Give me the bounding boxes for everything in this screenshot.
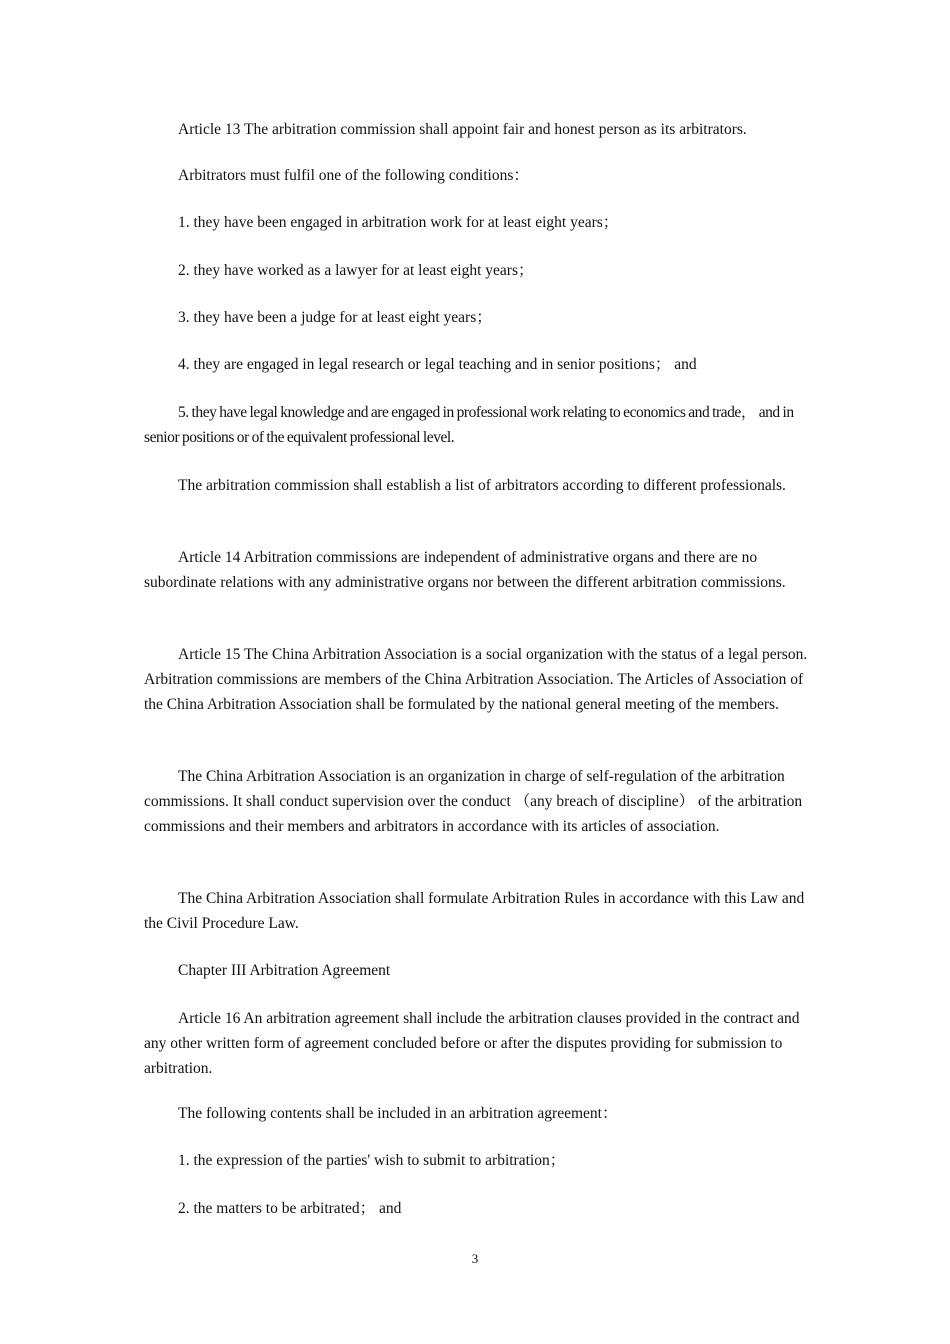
- chapter-heading: Chapter III Arbitration Agreement: [178, 962, 391, 979]
- article-13-paragraph: Article 13 The arbitration commission shall appoint fair and honest person as its arbitrators.: [178, 121, 747, 138]
- arbitration-rules-paragraph: The China Arbitration Association shall formulate Arbitration Rules in accordance with this Law and the Civil Procedure Law.: [144, 890, 805, 932]
- condition-2-item: 2. they have worked as a lawyer for at least eight years；: [178, 262, 534, 279]
- condition-1-item: 1. they have been engaged in arbitration work for at least eight years；: [178, 214, 619, 231]
- agreement-item-1: 1. the expression of the parties' wish to submit to arbitration；: [178, 1152, 566, 1169]
- conditions-intro-paragraph: Arbitrators must fulfil one of the following conditions：: [178, 167, 529, 184]
- agreement-contents-paragraph: The following contents shall be included in an arbitration agreement：: [178, 1105, 618, 1122]
- agreement-item-2: 2. the matters to be arbitrated； and: [178, 1200, 402, 1217]
- association-regulation-paragraph: The China Arbitration Association is an organization in charge of self-regulation of the arbitration commissions. It shall conduct supervision over the conduct （any breach of discipline） of the arbitration commissions and their members and arbitrators in accordance with its articles of association.: [144, 768, 803, 835]
- condition-4-item: 4. they are engaged in legal research or legal teaching and in senior positions； and: [178, 356, 697, 373]
- page-number: 3: [471, 1251, 479, 1266]
- condition-5-item: 5. they have legal knowledge and are engaged in professional work relating to economics and trade， and in senior positions or of the equivalent professional level.: [144, 404, 794, 446]
- condition-3-item: 3. they have been a judge for at least eight years；: [178, 309, 492, 326]
- article-14-paragraph: Article 14 Arbitration commissions are independent of administrative organs and there are no subordinate relations with any administrative organs nor between the different arbitration commissions.: [144, 549, 786, 591]
- article-15-paragraph: Article 15 The China Arbitration Association is a social organization with the status of a legal person. Arbitration commissions are members of the China Arbitration Association. The Articles of Association of the China Arbitration Association shall be formulated by the national general meeting of the members.: [144, 646, 808, 713]
- arbitrator-list-paragraph: The arbitration commission shall establish a list of arbitrators according to different professionals.: [178, 477, 786, 494]
- article-16-paragraph: Article 16 An arbitration agreement shall include the arbitration clauses provided in the contract and any other written form of agreement concluded before or after the disputes providing for submission to arbitration.: [144, 1010, 800, 1077]
